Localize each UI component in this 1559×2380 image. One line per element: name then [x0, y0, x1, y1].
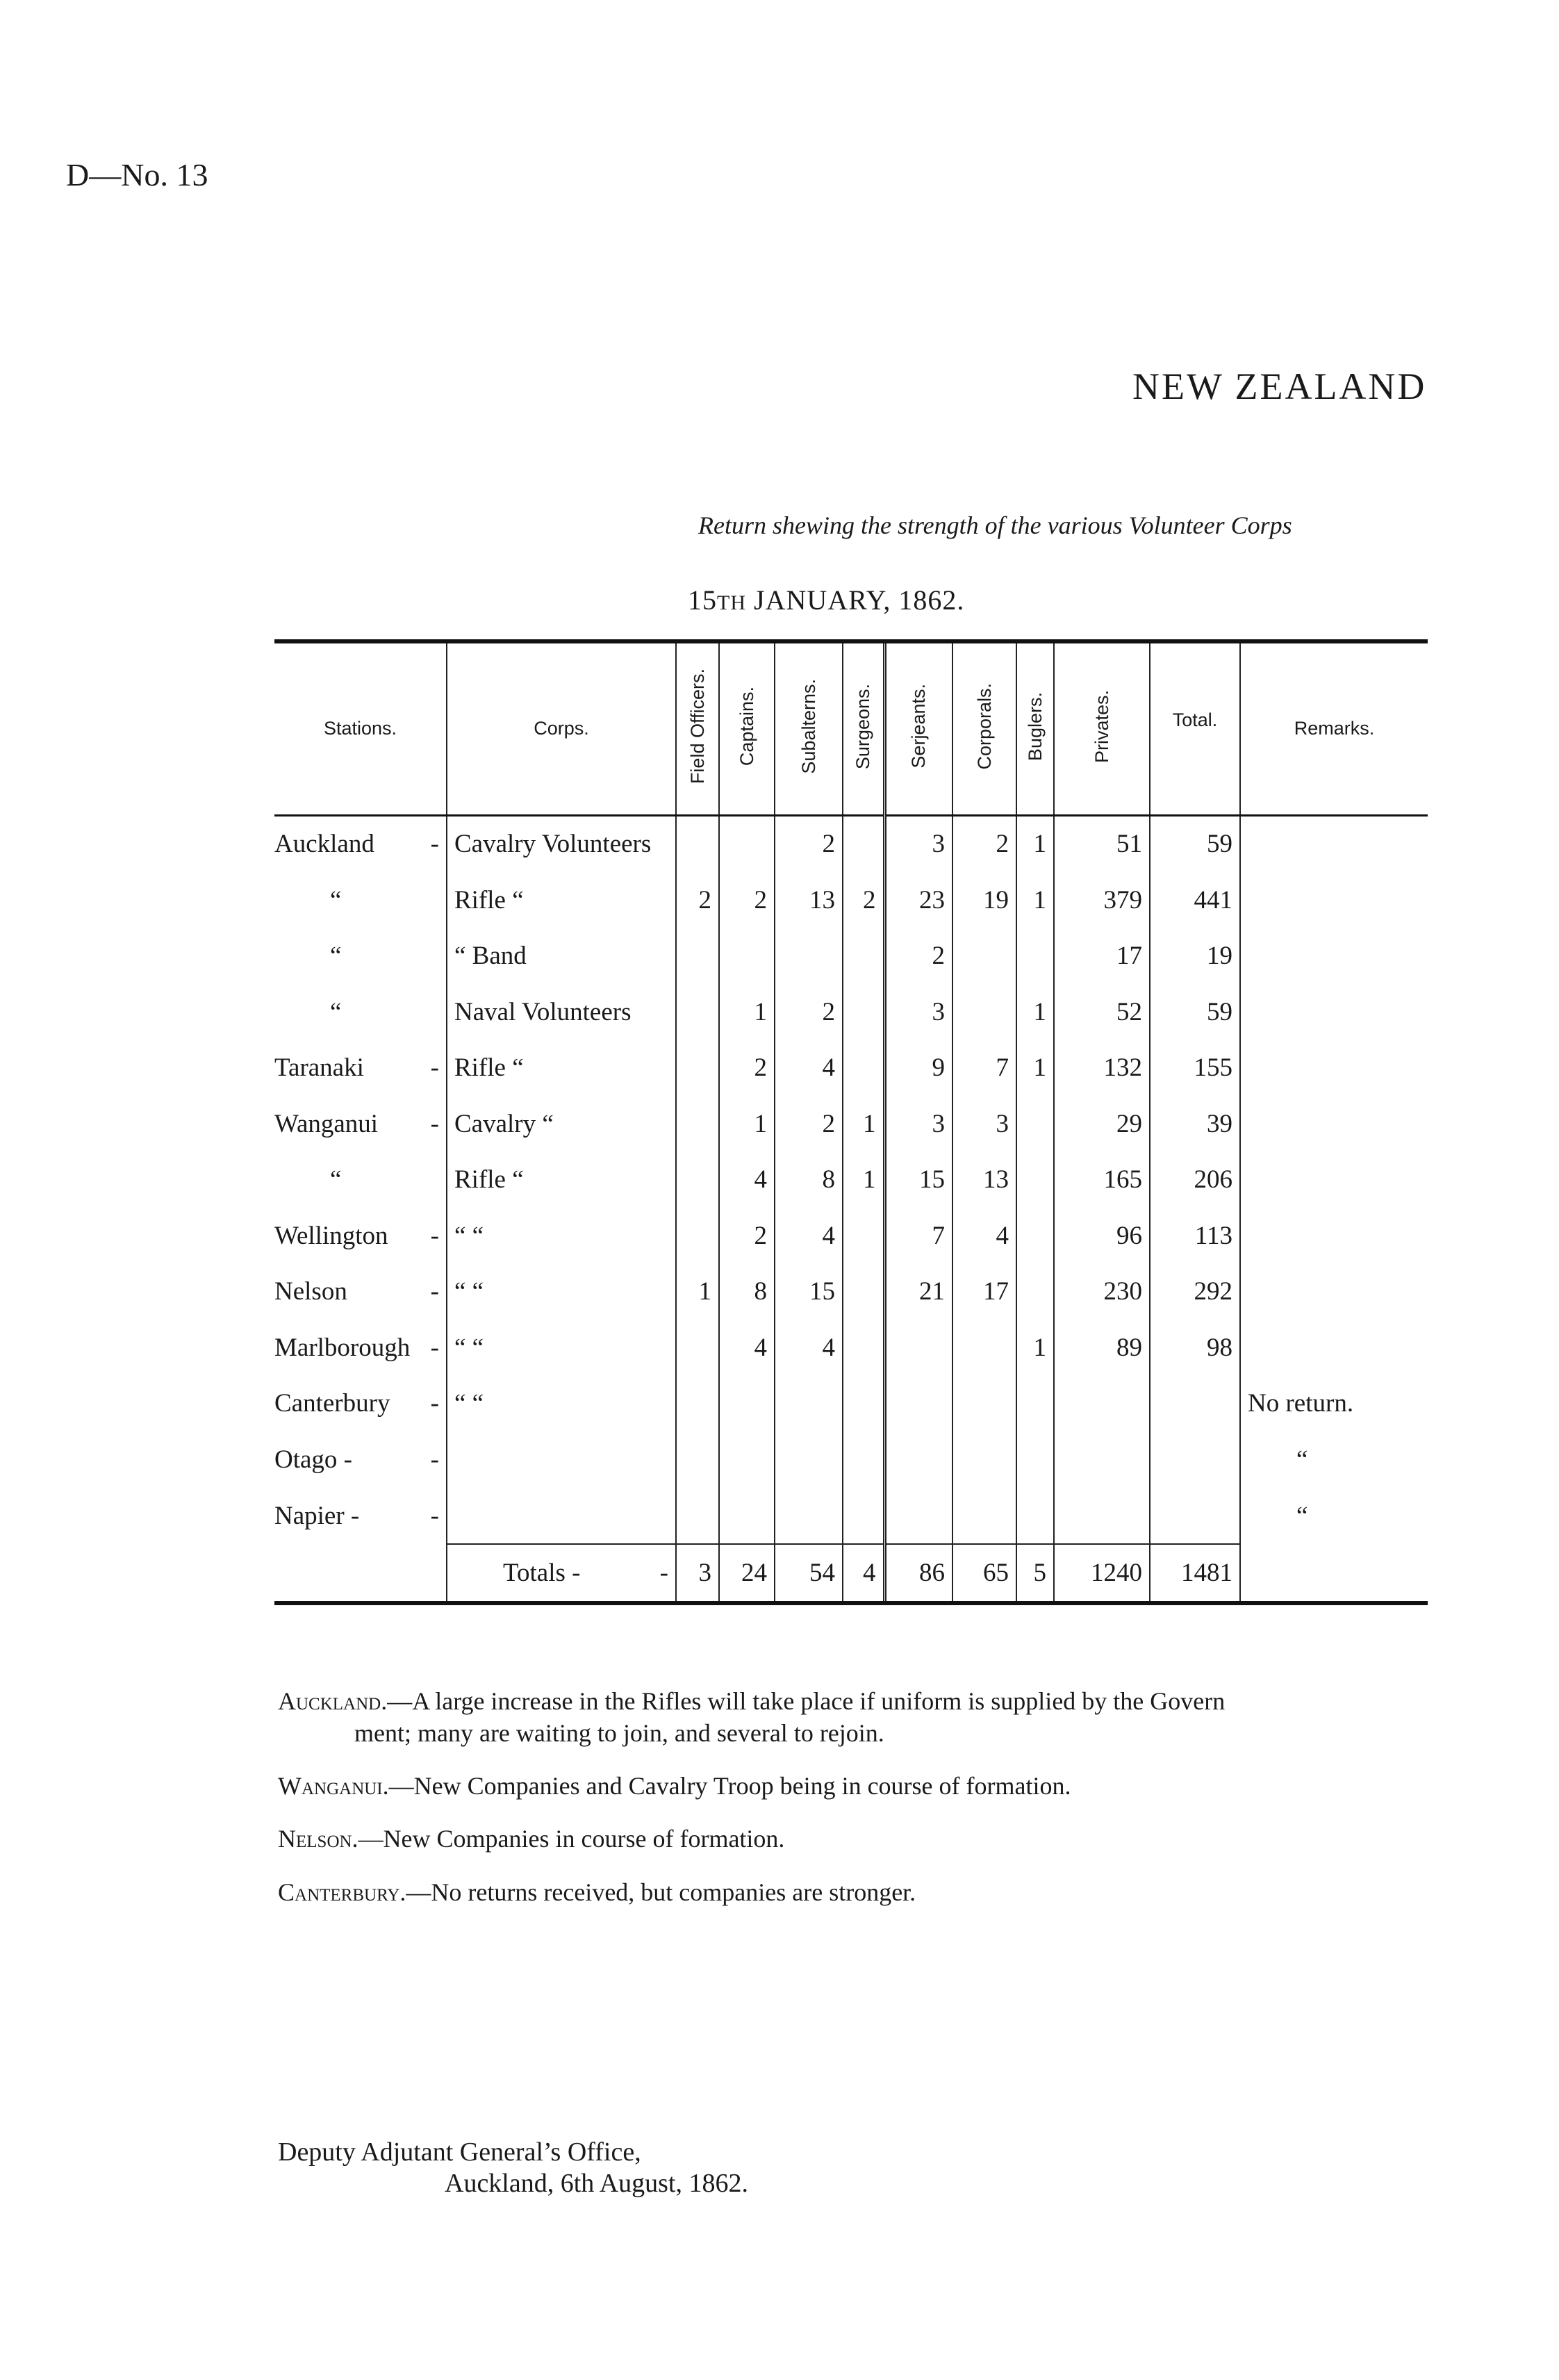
- corps-cell: Cavalry “: [447, 1096, 676, 1152]
- corporals-cell: 2: [952, 815, 1016, 872]
- station-cell: Canterbury -: [274, 1389, 439, 1418]
- buglers-cell: 1: [1016, 815, 1054, 872]
- field-cell: [676, 984, 719, 1040]
- corps-cell: “ “: [447, 1376, 676, 1432]
- remarks-cell: [1240, 1320, 1428, 1376]
- privates-cell: 89: [1054, 1320, 1150, 1376]
- privates-cell: [1054, 1488, 1150, 1545]
- table-row: [274, 1096, 1428, 1152]
- col-header-stations: Stations.: [274, 641, 447, 815]
- date-rest: JANUARY, 1862.: [746, 584, 965, 616]
- buglers-cell: [1016, 1096, 1054, 1152]
- remarks-cell: [1240, 872, 1428, 928]
- privates-cell: 165: [1054, 1152, 1150, 1208]
- subalterns-cell: 2: [775, 815, 843, 872]
- field-cell: [676, 1208, 719, 1264]
- total-cell: 206: [1150, 1152, 1240, 1208]
- privates-cell: 52: [1054, 984, 1150, 1040]
- totals-buglers: 5: [1016, 1544, 1054, 1603]
- date-day: 15: [688, 584, 717, 616]
- serjeants-cell: [884, 1320, 952, 1376]
- note-text: —No returns received, but companies are stronger.: [406, 1878, 916, 1906]
- buglers-cell: [1016, 928, 1054, 985]
- surgeons-cell: [843, 815, 884, 872]
- table-row: [274, 1264, 1428, 1320]
- station-cell: “: [330, 1165, 342, 1195]
- corps-cell: “ “: [447, 1320, 676, 1376]
- station-cell: “: [330, 885, 342, 914]
- remarks-cell: [1240, 1208, 1428, 1264]
- privates-cell: [1054, 1376, 1150, 1432]
- surgeons-cell: [843, 1264, 884, 1320]
- subalterns-cell: 15: [775, 1264, 843, 1320]
- buglers-cell: [1016, 1376, 1054, 1432]
- captains-cell: 2: [719, 872, 775, 928]
- captains-cell: 2: [719, 1208, 775, 1264]
- station-cell: “: [330, 942, 342, 971]
- totals-corporals: 65: [952, 1544, 1016, 1603]
- remarks-cell: No return.: [1240, 1376, 1428, 1432]
- totals-field: 3: [676, 1544, 719, 1603]
- col-header-remarks: Remarks.: [1240, 641, 1428, 815]
- col-header-total: Total.: [1150, 641, 1240, 815]
- col-header-field-officers: Field Officers.: [676, 641, 719, 815]
- buglers-cell: 1: [1016, 1040, 1054, 1097]
- corps-cell: [447, 1488, 676, 1545]
- privates-cell: 132: [1054, 1040, 1150, 1097]
- remarks-cell: “: [1240, 1431, 1428, 1488]
- table-row: [274, 1208, 1428, 1264]
- field-cell: [676, 1376, 719, 1432]
- serjeants-cell: [884, 1376, 952, 1432]
- totals-captains: 24: [719, 1544, 775, 1603]
- subalterns-cell: 13: [775, 872, 843, 928]
- buglers-cell: [1016, 1264, 1054, 1320]
- privates-cell: 17: [1054, 928, 1150, 985]
- remarks-cell: [1240, 1040, 1428, 1097]
- captains-cell: 4: [719, 1152, 775, 1208]
- corporals-cell: [952, 1488, 1016, 1545]
- totals-surgeons: 4: [843, 1544, 884, 1603]
- surgeons-cell: [843, 928, 884, 985]
- return-subtitle: Return shewing the strength of the various Volunteer Corps: [698, 511, 1292, 539]
- captains-cell: 8: [719, 1264, 775, 1320]
- field-cell: 1: [676, 1264, 719, 1320]
- table-header-row: [274, 641, 1428, 815]
- station-cell: Wanganui -: [274, 1109, 439, 1138]
- serjeants-cell: 21: [884, 1264, 952, 1320]
- table-row: [274, 1320, 1428, 1376]
- captains-cell: [719, 815, 775, 872]
- page-heading: NEW ZEALAND: [1132, 366, 1427, 407]
- note-lead: Auckland.: [278, 1687, 388, 1715]
- corporals-cell: [952, 984, 1016, 1040]
- note-auckland: [278, 1685, 1431, 1749]
- totals-station-cell: [274, 1544, 447, 1603]
- remarks-cell: [1240, 928, 1428, 985]
- table-row: [274, 1376, 1428, 1432]
- totals-subalterns: 54: [775, 1544, 843, 1603]
- note-text: —New Companies in course of formation.: [358, 1825, 785, 1853]
- corps-cell: “ Band: [447, 928, 676, 985]
- corps-cell: [447, 1431, 676, 1488]
- signature-place-date: Auckland, 6th August, 1862.: [445, 2169, 748, 2198]
- col-header-buglers: Buglers.: [1016, 641, 1054, 815]
- field-cell: [676, 1040, 719, 1097]
- privates-cell: [1054, 1431, 1150, 1488]
- serjeants-cell: [884, 1488, 952, 1545]
- subalterns-cell: 4: [775, 1208, 843, 1264]
- privates-cell: 51: [1054, 815, 1150, 872]
- corps-cell: Rifle “: [447, 1040, 676, 1097]
- subalterns-cell: [775, 928, 843, 985]
- col-header-privates: Privates.: [1054, 641, 1150, 815]
- total-cell: 113: [1150, 1208, 1240, 1264]
- document-id: D—No. 13: [66, 157, 208, 192]
- corporals-cell: 4: [952, 1208, 1016, 1264]
- total-cell: 292: [1150, 1264, 1240, 1320]
- buglers-cell: [1016, 1208, 1054, 1264]
- surgeons-cell: [843, 1376, 884, 1432]
- remarks-cell: [1240, 1152, 1428, 1208]
- surgeons-cell: [843, 1488, 884, 1545]
- field-cell: [676, 1431, 719, 1488]
- note-text: —A large increase in the Rifles will take place if uniform is supplied by the Govern: [387, 1687, 1226, 1715]
- total-cell: 19: [1150, 928, 1240, 985]
- surgeons-cell: 1: [843, 1096, 884, 1152]
- buglers-cell: [1016, 1488, 1054, 1545]
- total-cell: 39: [1150, 1096, 1240, 1152]
- corporals-cell: 17: [952, 1264, 1016, 1320]
- buglers-cell: 1: [1016, 872, 1054, 928]
- field-cell: [676, 1152, 719, 1208]
- serjeants-cell: [884, 1431, 952, 1488]
- corporals-cell: 19: [952, 872, 1016, 928]
- station-cell: Otago - -: [274, 1445, 439, 1474]
- corporals-cell: [952, 1431, 1016, 1488]
- serjeants-cell: 15: [884, 1152, 952, 1208]
- note-nelson: [278, 1823, 1431, 1855]
- total-cell: 441: [1150, 872, 1240, 928]
- subalterns-cell: 4: [775, 1040, 843, 1097]
- subalterns-cell: 4: [775, 1320, 843, 1376]
- field-cell: [676, 815, 719, 872]
- serjeants-cell: 9: [884, 1040, 952, 1097]
- buglers-cell: 1: [1016, 1320, 1054, 1376]
- corps-cell: Rifle “: [447, 1152, 676, 1208]
- subalterns-cell: 8: [775, 1152, 843, 1208]
- col-header-serjeants: Serjeants.: [884, 641, 952, 815]
- table-row: [274, 1040, 1428, 1097]
- privates-cell: 379: [1054, 872, 1150, 928]
- col-header-captains: Captains.: [719, 641, 775, 815]
- corporals-cell: 3: [952, 1096, 1016, 1152]
- total-cell: 98: [1150, 1320, 1240, 1376]
- surgeons-cell: [843, 1040, 884, 1097]
- buglers-cell: [1016, 1152, 1054, 1208]
- field-cell: [676, 1320, 719, 1376]
- corporals-cell: 7: [952, 1040, 1016, 1097]
- note-wanganui: [278, 1770, 1431, 1802]
- date-suffix: TH: [717, 591, 746, 614]
- totals-label: Totals - -: [447, 1544, 676, 1603]
- note-lead: Wanganui.: [278, 1772, 389, 1800]
- corporals-cell: [952, 1320, 1016, 1376]
- total-cell: 59: [1150, 815, 1240, 872]
- station-cell: Napier - -: [274, 1501, 439, 1530]
- total-cell: 59: [1150, 984, 1240, 1040]
- col-header-corporals: Corporals.: [952, 641, 1016, 815]
- total-cell: 155: [1150, 1040, 1240, 1097]
- remarks-cell: “: [1240, 1488, 1428, 1545]
- note-canterbury: [278, 1876, 1431, 1908]
- serjeants-cell: 3: [884, 815, 952, 872]
- total-cell: [1150, 1431, 1240, 1488]
- buglers-cell: 1: [1016, 984, 1054, 1040]
- station-cell: “: [330, 997, 342, 1026]
- captains-cell: [719, 1488, 775, 1545]
- captains-cell: [719, 1376, 775, 1432]
- surgeons-cell: [843, 1208, 884, 1264]
- serjeants-cell: 3: [884, 984, 952, 1040]
- field-cell: 2: [676, 872, 719, 928]
- captains-cell: [719, 1431, 775, 1488]
- surgeons-cell: [843, 1431, 884, 1488]
- note-lead: Nelson.: [278, 1825, 358, 1853]
- field-cell: [676, 928, 719, 985]
- serjeants-cell: 23: [884, 872, 952, 928]
- subalterns-cell: [775, 1488, 843, 1545]
- totals-row: [274, 1544, 1428, 1603]
- surgeons-cell: 1: [843, 1152, 884, 1208]
- volunteer-strength-table: [274, 639, 1428, 1605]
- subalterns-cell: 2: [775, 1096, 843, 1152]
- privates-cell: 96: [1054, 1208, 1150, 1264]
- surgeons-cell: [843, 984, 884, 1040]
- surgeons-cell: [843, 1320, 884, 1376]
- station-cell: Marlborough -: [274, 1333, 439, 1362]
- subalterns-cell: [775, 1376, 843, 1432]
- captains-cell: 4: [719, 1320, 775, 1376]
- table-row: [274, 984, 1428, 1040]
- station-cell: Wellington -: [274, 1221, 439, 1250]
- total-cell: [1150, 1488, 1240, 1545]
- captains-cell: 2: [719, 1040, 775, 1097]
- station-cell: Auckland -: [274, 830, 439, 859]
- field-cell: [676, 1096, 719, 1152]
- corporals-cell: [952, 928, 1016, 985]
- subalterns-cell: 2: [775, 984, 843, 1040]
- col-header-corps: Corps.: [447, 641, 676, 815]
- note-text: —New Companies and Cavalry Troop being in course of formation.: [388, 1772, 1071, 1800]
- captains-cell: 1: [719, 1096, 775, 1152]
- corporals-cell: [952, 1376, 1016, 1432]
- note-lead: Canterbury.: [278, 1878, 406, 1906]
- table-row: [274, 928, 1428, 985]
- subalterns-cell: [775, 1431, 843, 1488]
- corps-cell: “ “: [447, 1264, 676, 1320]
- table-row: [274, 1488, 1428, 1545]
- captains-cell: 1: [719, 984, 775, 1040]
- station-cell: Nelson -: [274, 1277, 439, 1306]
- station-cell: Taranaki -: [274, 1053, 439, 1083]
- return-date: [688, 584, 964, 616]
- table-row: [274, 872, 1428, 928]
- note-continuation: ment; many are waiting to join, and several to rejoin.: [354, 1719, 884, 1747]
- surgeons-cell: 2: [843, 872, 884, 928]
- signature-office: Deputy Adjutant General’s Office,: [278, 2137, 641, 2167]
- serjeants-cell: 7: [884, 1208, 952, 1264]
- remarks-cell: [1240, 1096, 1428, 1152]
- captains-cell: [719, 928, 775, 985]
- remarks-cell: [1240, 815, 1428, 872]
- totals-privates: 1240: [1054, 1544, 1150, 1603]
- corps-cell: Naval Volunteers: [447, 984, 676, 1040]
- table-row: [274, 1152, 1428, 1208]
- table-row: [274, 815, 1428, 872]
- col-header-subalterns: Subalterns.: [775, 641, 843, 815]
- buglers-cell: [1016, 1431, 1054, 1488]
- totals-remarks: [1240, 1544, 1428, 1603]
- corps-cell: Rifle “: [447, 872, 676, 928]
- field-cell: [676, 1488, 719, 1545]
- remarks-cell: [1240, 1264, 1428, 1320]
- privates-cell: 29: [1054, 1096, 1150, 1152]
- privates-cell: 230: [1054, 1264, 1150, 1320]
- corps-cell: “ “: [447, 1208, 676, 1264]
- totals-serjeants: 86: [884, 1544, 952, 1603]
- serjeants-cell: 2: [884, 928, 952, 985]
- total-cell: [1150, 1376, 1240, 1432]
- remarks-cell: [1240, 984, 1428, 1040]
- serjeants-cell: 3: [884, 1096, 952, 1152]
- table-row: [274, 1431, 1428, 1488]
- corps-cell: Cavalry Volunteers: [447, 815, 676, 872]
- col-header-surgeons: Surgeons.: [843, 641, 884, 815]
- totals-total: 1481: [1150, 1544, 1240, 1603]
- corporals-cell: 13: [952, 1152, 1016, 1208]
